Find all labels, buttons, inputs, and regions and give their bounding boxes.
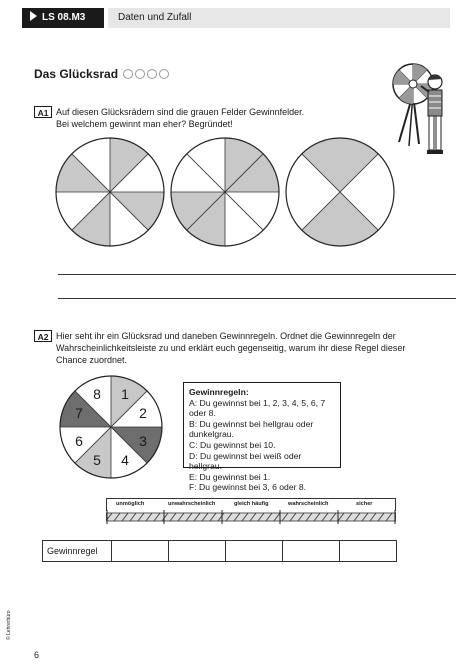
wheel-segment (110, 192, 164, 230)
rule-item: B: Du gewinnst bei hellgrau oder dunkelgrau. (189, 418, 314, 440)
wheel-number: 2 (139, 405, 147, 421)
wheel-2 (169, 137, 281, 247)
task-tag-a1: A1 (34, 106, 52, 118)
header-code-label (22, 8, 104, 28)
wheel-number: 5 (93, 452, 101, 468)
rule-item: C: Du gewinnst bei 10. (189, 439, 276, 450)
rule-item: E: Du gewinnst bei 1. (189, 471, 271, 482)
answer-cell[interactable] (340, 541, 397, 562)
task-a1-text (56, 106, 304, 130)
wheel-segment (60, 391, 111, 427)
table-row (43, 541, 397, 562)
wheel-number: 6 (75, 433, 83, 449)
smiley-icon (159, 69, 169, 79)
rule-item: D: Du gewinnst bei weiß oder hellgrau. (189, 450, 302, 472)
smiley-icon (147, 69, 157, 79)
page-title (34, 67, 169, 81)
wheel-segment (110, 138, 148, 192)
wheel-number: 1 (121, 386, 129, 402)
task-a2-line: Hier seht ihr ein Glücksrad und daneben Gewinnregeln. Ordnet die Gewinnregeln der (56, 331, 396, 341)
task-a2-line: Wahrscheinlichkeitsleiste zu und erklärt euch gegenseitig, warum ihr diese Regel dieser (56, 343, 406, 353)
rope-icon (106, 510, 396, 524)
scale-label: unmöglich (116, 501, 145, 507)
answer-line[interactable] (58, 274, 456, 275)
rule-answer-table (42, 540, 397, 562)
scale-label: wahrscheinlich (288, 501, 329, 507)
wheel-segment (56, 154, 110, 192)
wheel-segment (72, 192, 110, 246)
probability-scale (106, 498, 396, 528)
task-a1-line: Bei welchem gewinnt man eher? Begründet! (56, 119, 233, 129)
publisher-credit: © Lehrerbüro (6, 610, 12, 640)
answer-cell[interactable] (112, 541, 169, 562)
header-code: LS 08.M3 (42, 12, 86, 23)
arrow-icon (30, 11, 37, 21)
answer-cell[interactable] (169, 541, 226, 562)
task-tag-a2: A2 (34, 330, 52, 342)
smiley-icon (123, 69, 133, 79)
answer-cell[interactable] (283, 541, 340, 562)
task-a1-line: Auf diesen Glücksrädern sind die grauen Felder Gewinnfelder. (56, 107, 305, 117)
wheel-3 (284, 137, 396, 247)
rules-heading: Gewinnregeln: (189, 387, 249, 397)
wheel-number: 3 (139, 433, 147, 449)
rule-item: F: Du gewinnst bei 3, 6 oder 8. (189, 482, 307, 493)
wheel-segment (111, 427, 162, 463)
smiley-icon (135, 69, 145, 79)
page-number: 6 (34, 650, 40, 660)
rules-box (183, 382, 341, 493)
numbered-wheel (58, 374, 164, 480)
title-text: Das Glücksrad (34, 67, 119, 81)
wheel-number: 7 (75, 405, 83, 421)
task-a2-text (56, 330, 405, 366)
scale-label: sicher (356, 501, 373, 507)
answer-cell[interactable] (226, 541, 283, 562)
wheel-1 (54, 137, 166, 247)
scale-label: gleich häufig (234, 501, 269, 507)
wheel-number: 8 (93, 386, 101, 402)
task-a2-line: Chance zuordnet. (56, 355, 128, 365)
answer-line[interactable] (58, 298, 456, 299)
rule-item: A: Du gewinnst bei 1, 2, 3, 4, 5, 6, 7 oder 8. (189, 397, 326, 419)
row-label: Gewinnregel (43, 541, 112, 562)
wheel-number: 4 (121, 452, 129, 468)
scale-label: unwahrscheinlich (168, 501, 216, 507)
header-topic: Daten und Zufall (108, 8, 450, 28)
